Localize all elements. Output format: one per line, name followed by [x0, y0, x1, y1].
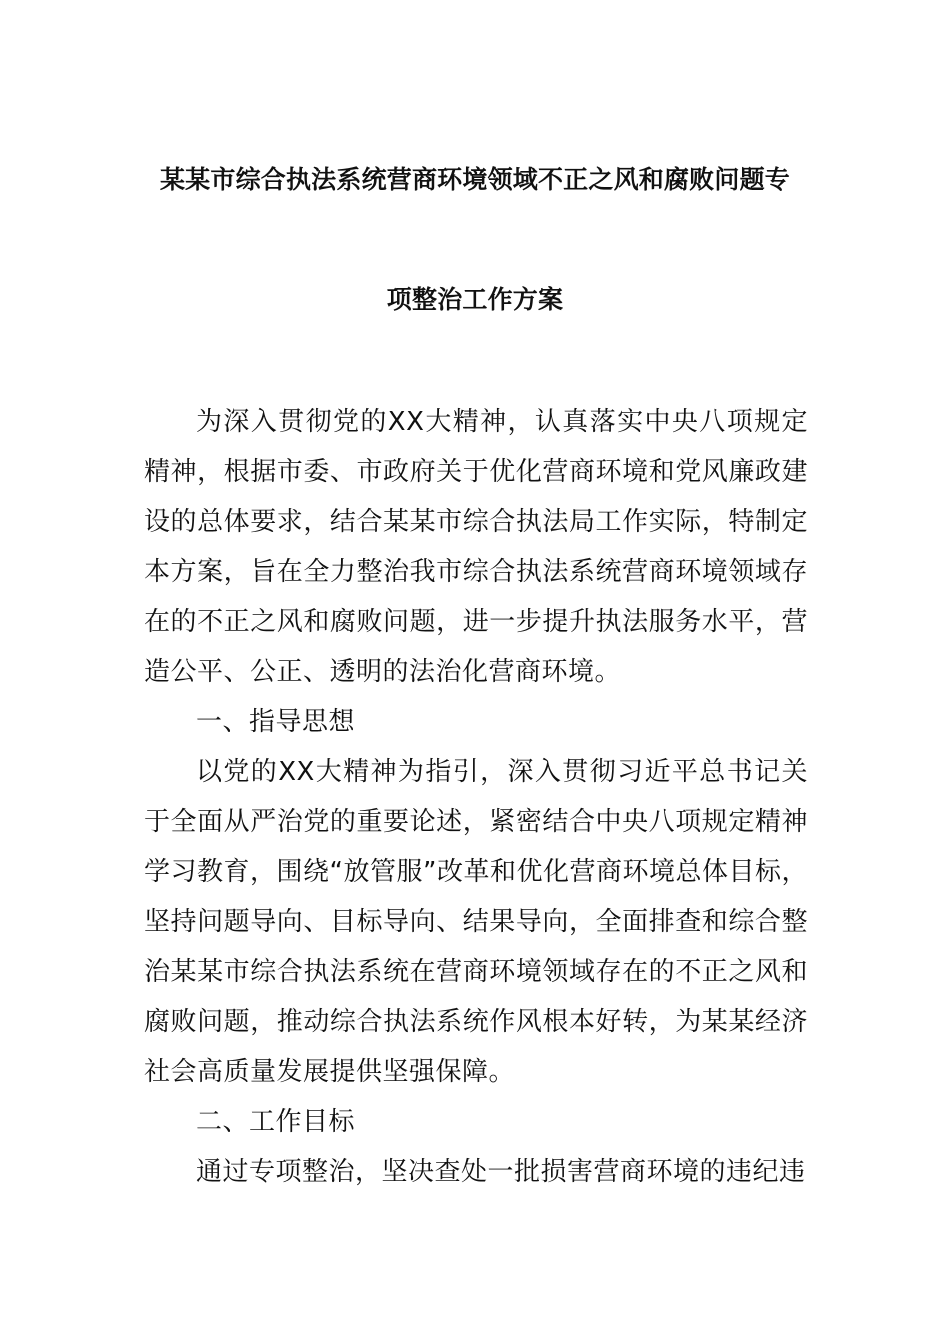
document-title-line-2: 项整治工作方案 — [386, 285, 564, 314]
section-heading-work-goals: 二、工作目标 — [196, 1107, 356, 1137]
intro-paragraph: 为深入贯彻党的XX大精神，认真落实中央八项规定精神，根据市委、市政府关于优化营商环境和党风廉政建设的总体要求，结合某某市综合执法局工作实际，特制定本方案，旨在全力整治我市综合执法系统营商环境领域存在的不正之风和腐败问题，进一步提升执法服务水平，营造公平、公正、透明的法治化营商环境。 — [144, 407, 808, 687]
document-body — [144, 397, 808, 1197]
section-paragraph-work-goals: 通过专项整治，坚决查处一批损害营商环境的违纪违 — [196, 1157, 806, 1187]
document-title-line-1: 某某市综合执法系统营商环境领域不正之风和腐败问题专 — [159, 165, 790, 194]
section-paragraph-guiding-ideology: 以党的XX大精神为指引，深入贯彻习近平总书记关于全面从严治党的重要论述，紧密结合中央八项规定精神学习教育，围绕“放管服”改革和优化营商环境总体目标，坚持问题导向、目标导向、结果导向，全面排查和综合整治某某市综合执法系统在营商环境领域存在的不正之风和腐败问题，推动综合执法系统作风根本好转，为某某经济社会高质量发展提供坚强保障。 — [144, 757, 808, 1087]
section-heading-guiding-ideology: 一、指导思想 — [196, 707, 356, 737]
